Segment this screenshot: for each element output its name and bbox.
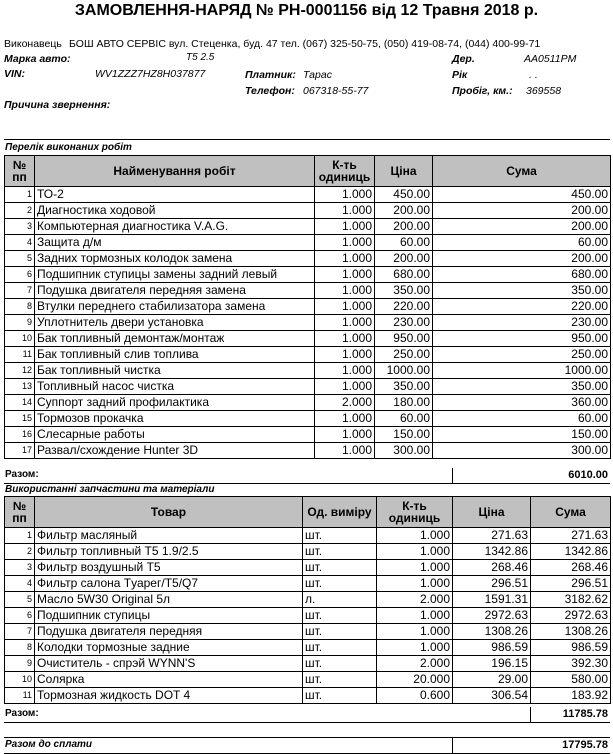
parts-total-label: Разом:: [5, 708, 39, 719]
parts-header-qty: К-ть одиниць: [377, 497, 453, 528]
works-cell-name: Подушка двигателя передняя замена: [35, 283, 315, 299]
works-cell-price: 200.00: [375, 251, 433, 267]
works-cell-n: 9: [5, 315, 35, 331]
year-label: Рік: [452, 69, 468, 81]
parts-row: [5, 544, 611, 560]
parts-cell-unit: шт.: [303, 576, 377, 592]
parts-cell-n: 5: [5, 592, 35, 608]
works-row: [5, 411, 611, 427]
works-cell-qty: 1.000: [315, 251, 375, 267]
parts-cell-name: Очиститель - спрэй WYNN'S: [35, 656, 303, 672]
parts-cell-qty: 1.000: [377, 560, 453, 576]
parts-cell-unit: шт.: [303, 688, 377, 704]
parts-cell-price: 29.00: [453, 672, 531, 688]
works-cell-sum: 950.00: [433, 331, 611, 347]
parts-row: [5, 624, 611, 640]
plate-value: AA0511PM: [524, 53, 577, 65]
works-cell-price: 230.00: [375, 315, 433, 331]
parts-total-row: [4, 707, 610, 723]
parts-row: [5, 592, 611, 608]
works-cell-n: 1: [5, 187, 35, 203]
works-row: [5, 219, 611, 235]
works-cell-price: 1000.00: [375, 363, 433, 379]
works-cell-price: 220.00: [375, 299, 433, 315]
parts-cell-price: 268.46: [453, 560, 531, 576]
parts-header-unit: Од. виміру: [303, 497, 377, 528]
parts-cell-price: 306.54: [453, 688, 531, 704]
parts-cell-unit: шт.: [303, 672, 377, 688]
parts-table: [4, 496, 611, 704]
works-row: [5, 203, 611, 219]
works-total-value: 6010.00: [452, 468, 610, 483]
parts-cell-name: Колодки тормозные задние: [35, 640, 303, 656]
works-row: [5, 251, 611, 267]
works-cell-name: Суппорт задний профилактика: [35, 395, 315, 411]
car-value: T5 2.5: [186, 52, 215, 63]
works-cell-qty: 1.000: [315, 283, 375, 299]
parts-cell-unit: шт.: [303, 608, 377, 624]
parts-cell-n: 7: [5, 624, 35, 640]
parts-header-num: № пп: [5, 497, 35, 528]
document-title: ЗАМОВЛЕННЯ-НАРЯД № РН-0001156 від 12 Травня 2018 р.: [74, 2, 539, 19]
parts-cell-n: 1: [5, 528, 35, 544]
works-cell-qty: 1.000: [315, 187, 375, 203]
works-cell-qty: 1.000: [315, 203, 375, 219]
works-cell-sum: 350.00: [433, 379, 611, 395]
works-header-name: Найменування робіт: [35, 156, 315, 187]
parts-cell-sum: 1342.86: [531, 544, 611, 560]
works-cell-price: 950.00: [375, 331, 433, 347]
parts-cell-n: 9: [5, 656, 35, 672]
works-row: [5, 267, 611, 283]
grand-total-label: Разом до сплати: [5, 739, 93, 750]
grand-total-row: [4, 737, 610, 754]
works-cell-sum: 250.00: [433, 347, 611, 363]
works-row: [5, 363, 611, 379]
payer-value: Тарас: [303, 69, 332, 81]
parts-cell-name: Подшипник ступицы: [35, 608, 303, 624]
works-header-num: № пп: [5, 156, 35, 187]
parts-cell-n: 3: [5, 560, 35, 576]
works-cell-qty: 1.000: [315, 235, 375, 251]
works-cell-n: 4: [5, 235, 35, 251]
works-cell-name: Подшипник ступицы замены задний левый: [35, 267, 315, 283]
works-cell-qty: 1.000: [315, 347, 375, 363]
parts-cell-price: 271.63: [453, 528, 531, 544]
parts-cell-name: Фильтр салона Tуарег/T5/Q7: [35, 576, 303, 592]
executor-label: Виконавець: [4, 38, 62, 50]
works-cell-sum: 450.00: [433, 187, 611, 203]
works-row: [5, 283, 611, 299]
works-cell-sum: 680.00: [433, 267, 611, 283]
works-cell-n: 7: [5, 283, 35, 299]
works-cell-n: 10: [5, 331, 35, 347]
parts-cell-n: 10: [5, 672, 35, 688]
mileage-value: 369558: [526, 85, 562, 97]
parts-total-value: 11785.78: [530, 707, 610, 722]
works-cell-sum: 1000.00: [433, 363, 611, 379]
works-cell-qty: 1.000: [315, 299, 375, 315]
works-cell-n: 3: [5, 219, 35, 235]
works-cell-price: 60.00: [375, 235, 433, 251]
parts-cell-sum: 271.63: [531, 528, 611, 544]
works-cell-sum: 300.00: [433, 443, 611, 459]
works-cell-n: 14: [5, 395, 35, 411]
works-cell-sum: 60.00: [433, 235, 611, 251]
parts-cell-sum: 183.92: [531, 688, 611, 704]
parts-cell-n: 11: [5, 688, 35, 704]
parts-cell-sum: 3182.62: [531, 592, 611, 608]
vin-label: VIN:: [4, 68, 25, 80]
works-cell-name: Втулки переднего стабилизатора замена: [35, 299, 315, 315]
parts-header-sum: Сума: [531, 497, 611, 528]
works-cell-name: Бак топливный слив топлива: [35, 347, 315, 363]
parts-cell-price: 1591.31: [453, 592, 531, 608]
parts-cell-name: Фильтр масляный: [35, 528, 303, 544]
car-label: Марка авто:: [4, 53, 71, 65]
parts-cell-qty: 2.000: [377, 656, 453, 672]
parts-row: [5, 640, 611, 656]
works-cell-n: 6: [5, 267, 35, 283]
works-cell-qty: 1.000: [315, 363, 375, 379]
works-row: [5, 443, 611, 459]
year-value: . .: [529, 69, 538, 81]
parts-cell-unit: шт.: [303, 544, 377, 560]
parts-cell-qty: 2.000: [377, 592, 453, 608]
works-header-sum: Сума: [433, 156, 611, 187]
parts-row: [5, 560, 611, 576]
works-header-qty: К-ть одиниць: [315, 156, 375, 187]
works-cell-n: 2: [5, 203, 35, 219]
parts-cell-name: Фильтр топливный T5 1.9/2.5: [35, 544, 303, 560]
works-cell-qty: 1.000: [315, 267, 375, 283]
parts-cell-name: Подушка двигателя передняя: [35, 624, 303, 640]
works-cell-sum: 220.00: [433, 299, 611, 315]
payer-label: Платник:: [245, 69, 296, 81]
works-cell-sum: 150.00: [433, 427, 611, 443]
works-cell-price: 680.00: [375, 267, 433, 283]
works-cell-name: Тормозов прокачка: [35, 411, 315, 427]
parts-cell-unit: шт.: [303, 640, 377, 656]
parts-cell-qty: 1.000: [377, 608, 453, 624]
works-cell-price: 300.00: [375, 443, 433, 459]
works-cell-qty: 1.000: [315, 427, 375, 443]
parts-header-name: Товар: [35, 497, 303, 528]
works-cell-sum: 200.00: [433, 219, 611, 235]
works-row: [5, 427, 611, 443]
phone-label: Телефон:: [245, 85, 295, 97]
works-row: [5, 299, 611, 315]
works-cell-price: 150.00: [375, 427, 433, 443]
parts-cell-sum: 2972.63: [531, 608, 611, 624]
executor-value: БОШ АВТО СЕРВІС вул. Стеценка, буд. 47 тел. (067) 325-50-75, (050) 419-08-74, (044) 400-99-71: [69, 38, 541, 50]
works-cell-name: Уплотнитель двери установка: [35, 315, 315, 331]
parts-cell-qty: 0.600: [377, 688, 453, 704]
works-cell-name: Развал/схождение Hunter 3D: [35, 443, 315, 459]
parts-row: [5, 672, 611, 688]
parts-cell-sum: 986.59: [531, 640, 611, 656]
works-cell-n: 16: [5, 427, 35, 443]
parts-cell-qty: 1.000: [377, 528, 453, 544]
parts-row: [5, 576, 611, 592]
works-cell-name: Топливный насос чистка: [35, 379, 315, 395]
parts-cell-sum: 1308.26: [531, 624, 611, 640]
works-cell-n: 8: [5, 299, 35, 315]
parts-cell-n: 8: [5, 640, 35, 656]
works-cell-name: Защита д/м: [35, 235, 315, 251]
works-cell-name: Компьютерная диагностика V.A.G.: [35, 219, 315, 235]
works-row: [5, 315, 611, 331]
works-cell-name: Слесарные работы: [35, 427, 315, 443]
works-cell-name: Диагностика ходовой: [35, 203, 315, 219]
parts-cell-unit: л.: [303, 592, 377, 608]
works-cell-name: Задних тормозных колодок замена: [35, 251, 315, 267]
mileage-label: Пробіг, км.:: [452, 85, 513, 97]
works-cell-price: 60.00: [375, 411, 433, 427]
parts-row: [5, 528, 611, 544]
works-cell-sum: 230.00: [433, 315, 611, 331]
works-cell-name: ТО-2: [35, 187, 315, 203]
parts-cell-qty: 1.000: [377, 624, 453, 640]
works-cell-price: 350.00: [375, 379, 433, 395]
parts-cell-price: 986.59: [453, 640, 531, 656]
parts-section-title: Використанні запчастини та матеріали: [5, 484, 215, 495]
parts-cell-sum: 268.46: [531, 560, 611, 576]
works-row: [5, 395, 611, 411]
parts-cell-sum: 580.00: [531, 672, 611, 688]
parts-cell-name: Фильтр воздушный T5: [35, 560, 303, 576]
works-cell-price: 200.00: [375, 203, 433, 219]
works-cell-n: 17: [5, 443, 35, 459]
works-cell-n: 5: [5, 251, 35, 267]
grand-total-value: 17795.78: [452, 738, 610, 753]
works-cell-price: 450.00: [375, 187, 433, 203]
parts-cell-price: 2972.63: [453, 608, 531, 624]
plate-label: Дер.: [452, 53, 475, 65]
parts-cell-price: 1308.26: [453, 624, 531, 640]
works-cell-sum: 200.00: [433, 203, 611, 219]
parts-cell-unit: шт.: [303, 560, 377, 576]
works-cell-n: 12: [5, 363, 35, 379]
works-total-label: Разом:: [5, 469, 39, 480]
parts-cell-unit: шт.: [303, 656, 377, 672]
parts-row: [5, 688, 611, 704]
works-cell-n: 13: [5, 379, 35, 395]
parts-cell-sum: 392.30: [531, 656, 611, 672]
parts-cell-name: Солярка: [35, 672, 303, 688]
parts-cell-price: 296.51: [453, 576, 531, 592]
works-total-row: [4, 468, 610, 484]
works-cell-qty: 1.000: [315, 411, 375, 427]
works-cell-qty: 1.000: [315, 331, 375, 347]
parts-cell-qty: 1.000: [377, 544, 453, 560]
works-cell-price: 200.00: [375, 219, 433, 235]
parts-cell-n: 2: [5, 544, 35, 560]
parts-header-price: Ціна: [453, 497, 531, 528]
divider: [4, 139, 610, 140]
parts-cell-n: 4: [5, 576, 35, 592]
works-table: [4, 155, 611, 459]
parts-cell-qty: 20.000: [377, 672, 453, 688]
parts-cell-sum: 296.51: [531, 576, 611, 592]
parts-cell-qty: 1.000: [377, 640, 453, 656]
works-header-price: Ціна: [375, 156, 433, 187]
works-cell-price: 250.00: [375, 347, 433, 363]
works-cell-sum: 200.00: [433, 251, 611, 267]
parts-row: [5, 656, 611, 672]
vin-value: WV1ZZZ7HZ8H037877: [95, 68, 206, 80]
parts-cell-name: Тормозная жидкость DOT 4: [35, 688, 303, 704]
works-cell-price: 180.00: [375, 395, 433, 411]
works-cell-sum: 350.00: [433, 283, 611, 299]
reason-label: Причина звернення:: [4, 99, 111, 111]
phone-value: 067318-55-77: [303, 85, 369, 97]
works-cell-qty: 1.000: [315, 315, 375, 331]
works-cell-name: Бак топливный демонтаж/монтаж: [35, 331, 315, 347]
works-cell-qty: 2.000: [315, 395, 375, 411]
works-cell-qty: 1.000: [315, 379, 375, 395]
works-cell-price: 350.00: [375, 283, 433, 299]
works-cell-qty: 1.000: [315, 443, 375, 459]
parts-cell-n: 6: [5, 608, 35, 624]
parts-row: [5, 608, 611, 624]
parts-cell-qty: 1.000: [377, 576, 453, 592]
works-row: [5, 347, 611, 363]
works-cell-n: 15: [5, 411, 35, 427]
works-cell-sum: 60.00: [433, 411, 611, 427]
works-row: [5, 379, 611, 395]
parts-cell-price: 196.15: [453, 656, 531, 672]
parts-cell-price: 1342.86: [453, 544, 531, 560]
works-cell-name: Бак топливный чистка: [35, 363, 315, 379]
parts-cell-name: Масло 5W30 Original 5л: [35, 592, 303, 608]
works-row: [5, 235, 611, 251]
works-row: [5, 331, 611, 347]
parts-cell-unit: шт.: [303, 624, 377, 640]
works-cell-n: 11: [5, 347, 35, 363]
parts-cell-unit: шт.: [303, 528, 377, 544]
works-section-title: Перелік виконаних робіт: [5, 142, 132, 153]
works-cell-qty: 1.000: [315, 219, 375, 235]
works-row: [5, 187, 611, 203]
works-cell-sum: 360.00: [433, 395, 611, 411]
